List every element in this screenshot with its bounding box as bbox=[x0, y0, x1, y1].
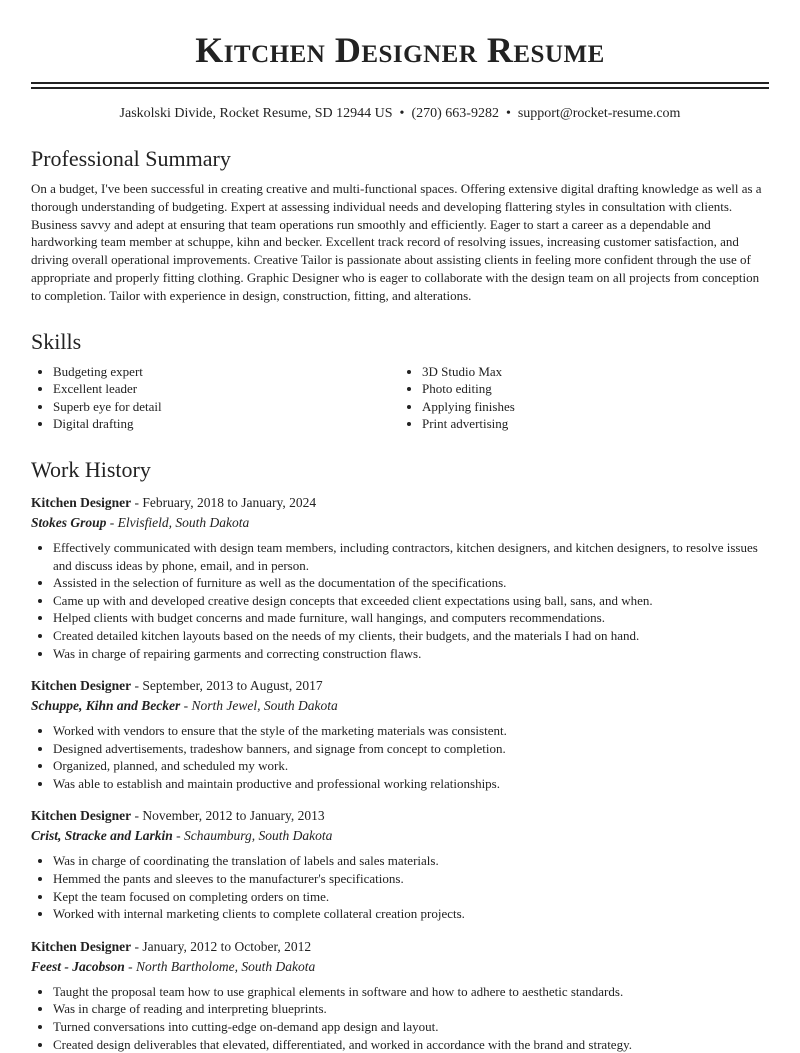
skill-item: • Budgeting expert bbox=[53, 363, 400, 381]
job-duty: • Assisted in the selection of furniture as well as the documentation of the specifications. bbox=[53, 574, 769, 592]
job-company-line bbox=[31, 957, 769, 977]
job-entry bbox=[31, 676, 769, 792]
job-location: - North Bartholome, South Dakota bbox=[124, 958, 316, 974]
contact-email[interactable]: support@rocket-resume.com bbox=[517, 106, 681, 121]
summary-text: On a budget, I've been successful in creating creative and multi-functional spaces. Offering extensive digital drafting knowledge as well as a thorough understanding of budgeting. Expert at assessing individual needs and developing flattering styles in consultation with clients. Business savvy and adept at ensuring that team operations run smoothly and efficiently. Eager to start a career as a dependable and hardworking team member at schuppe, kihn and becker. Excellent track record of resolving issues, increasing customer satisfaction, and driving overall operational improvements. Creative Tailor is passionate about assisting clients in feeling more confident through the use of appropriate and properly fitting clothing. Graphic Designer who is eager to collaborate with the design team on all projects from conception to completion. Tailor with experience in design, construction, fitting, and alterations. bbox=[31, 181, 762, 303]
job-location: - Elvisfield, South Dakota bbox=[106, 514, 250, 530]
skills-heading: Skills bbox=[31, 328, 82, 354]
contact-address: Jaskolski Divide, Rocket Resume, SD 12944 US bbox=[119, 106, 393, 121]
job-company: Crist, Stracke and Larkin bbox=[31, 828, 173, 844]
skill-item: • Print advertising bbox=[422, 415, 769, 433]
job-duty: • Hemmed the pants and sleeves to the manufacturer's specifications. bbox=[53, 870, 769, 888]
skill-item: • Photo editing bbox=[422, 380, 769, 398]
job-duty: • Taught the proposal team how to use graphical elements in software and how to adhere to aesthetic standards. bbox=[53, 983, 769, 1001]
job-duties bbox=[31, 852, 769, 922]
job-title: Kitchen Designer bbox=[31, 938, 132, 954]
job-duty: • Organized, planned, and scheduled my work. bbox=[53, 757, 769, 775]
job-duty: • Was in charge of reading and interpreting blueprints. bbox=[53, 1000, 769, 1018]
contact-separator: • bbox=[505, 106, 511, 121]
job-duty: • Kept the team focused on completing orders on time. bbox=[53, 888, 769, 906]
job-duty: • Was in charge of repairing garments and correcting construction flaws. bbox=[53, 645, 769, 663]
job-duty: • Came up with and developed creative design concepts that exceeded client expectations using ball, sans, and when. bbox=[53, 592, 769, 610]
skill-item: • Superb eye for detail bbox=[53, 398, 400, 416]
job-duty: • Helped clients with budget concerns and made furniture, wall hangings, and computers recommendations. bbox=[53, 609, 769, 627]
title-divider bbox=[31, 82, 769, 89]
job-company-line bbox=[31, 826, 769, 846]
skills-column-left bbox=[31, 363, 400, 433]
job-company-line bbox=[31, 696, 769, 716]
skill-item: • 3D Studio Max bbox=[422, 363, 769, 381]
job-header bbox=[31, 806, 769, 826]
job-entry bbox=[31, 937, 769, 1053]
job-duties bbox=[31, 983, 769, 1053]
job-entry bbox=[31, 806, 769, 922]
job-header bbox=[31, 937, 769, 957]
skill-item: • Digital drafting bbox=[53, 415, 400, 433]
job-title: Kitchen Designer bbox=[31, 494, 132, 510]
job-company: Feest - Jacobson bbox=[31, 958, 125, 974]
job-location: - North Jewel, South Dakota bbox=[180, 698, 338, 714]
job-duty: • Created detailed kitchen layouts based on the needs of my clients, their budgets, and the materials I had on hand. bbox=[53, 627, 769, 645]
contact-separator: • bbox=[399, 106, 405, 121]
contact-line bbox=[31, 106, 769, 122]
job-company: Schuppe, Kihn and Becker bbox=[31, 698, 181, 714]
job-duty: • Effectively communicated with design team members, including contractors, kitchen designers, and kitchen designers, to resolve issues and discuss ideas by phone, email, and in person. bbox=[53, 539, 769, 574]
job-duty: • Was in charge of coordinating the translation of labels and sales materials. bbox=[53, 852, 769, 870]
job-duty: • Created design deliverables that elevated, differentiated, and worked in accordance with the brand and strategy. bbox=[53, 1036, 769, 1053]
job-header bbox=[31, 493, 769, 513]
job-location: - Schaumburg, South Dakota bbox=[172, 828, 333, 844]
job-duties bbox=[31, 539, 769, 662]
job-dates: - September, 2013 to August, 2017 bbox=[131, 678, 323, 694]
job-title: Kitchen Designer bbox=[31, 678, 132, 694]
contact-phone: (270) 663-9282 bbox=[411, 106, 499, 121]
job-dates: - November, 2012 to January, 2013 bbox=[131, 808, 325, 824]
job-duty: • Turned conversations into cutting-edge on-demand app design and layout. bbox=[53, 1018, 769, 1036]
resume-title: Kitchen Designer Resume bbox=[195, 30, 605, 70]
job-entry bbox=[31, 493, 769, 662]
job-header bbox=[31, 676, 769, 696]
work-history-heading: Work History bbox=[31, 456, 151, 482]
job-company: Stokes Group bbox=[31, 514, 107, 530]
skill-item: • Excellent leader bbox=[53, 380, 400, 398]
skill-item: • Applying finishes bbox=[422, 398, 769, 416]
job-duties bbox=[31, 722, 769, 792]
job-dates: - February, 2018 to January, 2024 bbox=[131, 494, 317, 510]
summary-heading: Professional Summary bbox=[31, 146, 231, 171]
job-duty: • Worked with vendors to ensure that the style of the marketing materials was consistent. bbox=[53, 722, 769, 740]
job-duty: • Worked with internal marketing clients to complete collateral creation projects. bbox=[53, 905, 769, 923]
job-duty: • Designed advertisements, tradeshow banners, and signage from concept to completion. bbox=[53, 740, 769, 758]
job-company-line bbox=[31, 513, 769, 533]
job-title: Kitchen Designer bbox=[31, 808, 132, 824]
job-dates: - January, 2012 to October, 2012 bbox=[131, 938, 312, 954]
skills-list bbox=[31, 363, 769, 433]
job-duty: • Was able to establish and maintain productive and professional working relationships. bbox=[53, 775, 769, 793]
skills-column-right bbox=[400, 363, 769, 433]
